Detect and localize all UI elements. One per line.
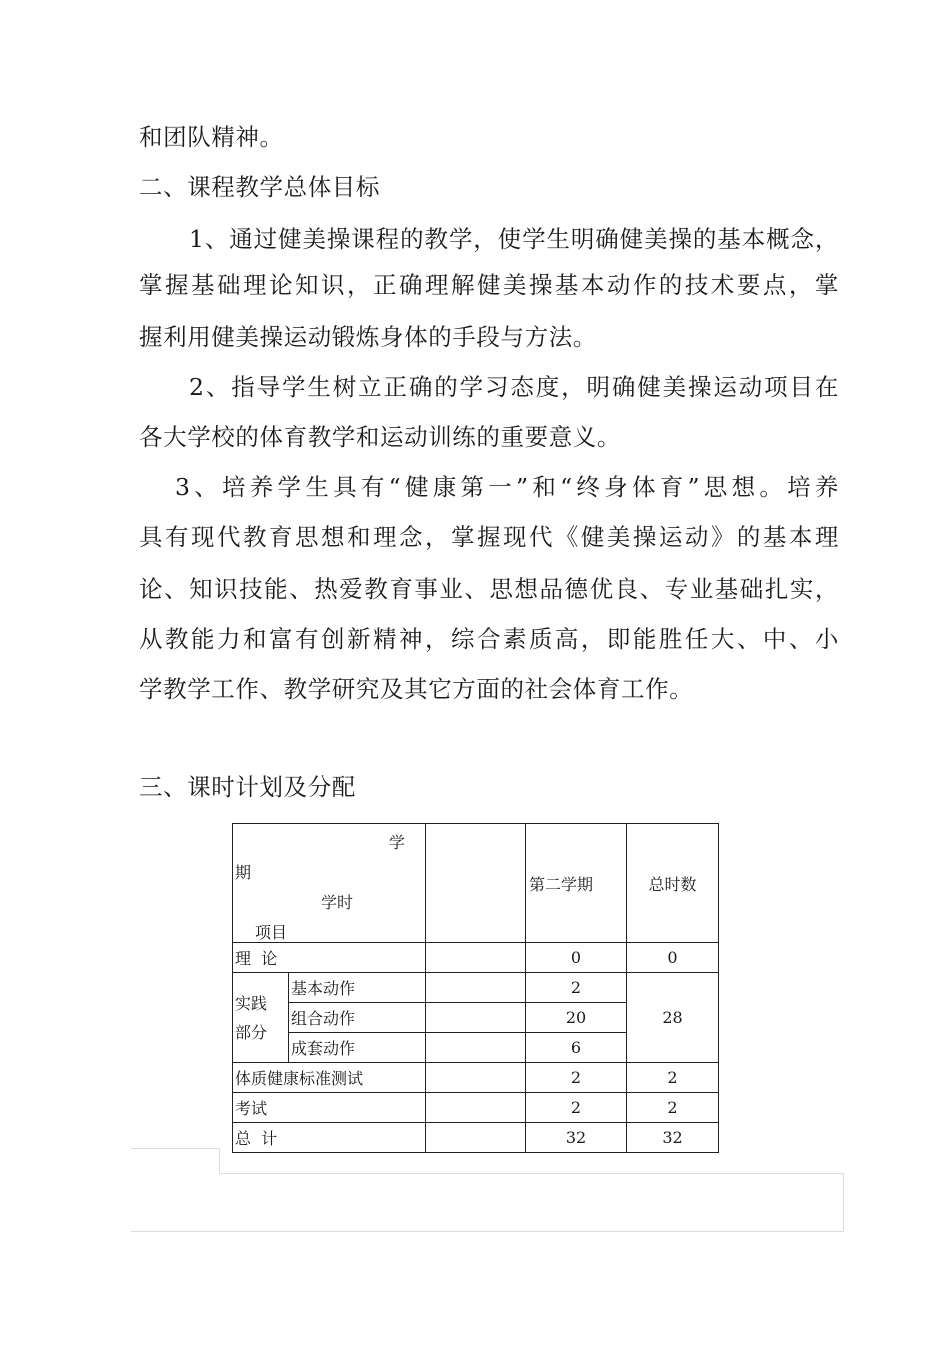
hours-allocation-table — [232, 823, 719, 1153]
cell-exam-term2: 2 — [526, 1093, 627, 1123]
goal-3-line-4: 从教能力和富有创新精神，综合素质高，即能胜任大、中、小 — [139, 625, 839, 653]
row-label-routine: 成套动作 — [289, 1033, 426, 1063]
header-total: 总时数 — [627, 824, 719, 943]
table-header-row — [233, 824, 719, 943]
goal-3-line-3: 论、知识技能、热爱教育事业、思想品德优良、专业基础扎实， — [139, 575, 839, 603]
cell-theory-total: 0 — [627, 943, 719, 973]
goal-2-line-1: 2、指导学生树立正确的学习态度，明确健美操运动项目在 — [189, 373, 839, 401]
footer-line-top-right — [219, 1173, 844, 1174]
cell-exam-total: 2 — [627, 1093, 719, 1123]
empty-cell — [426, 1033, 526, 1063]
goal-3-line-2: 具有现代教育思想和理念，掌握现代《健美操运动》的基本理 — [139, 523, 839, 551]
goal-3-line-5: 学教学工作、教学研究及其它方面的社会体育工作。 — [139, 675, 694, 703]
header-term2: 第二学期 — [526, 824, 627, 943]
header-label-xiangmu: 项目 — [255, 923, 288, 942]
empty-cell — [426, 1003, 526, 1033]
header-empty-cell — [426, 824, 526, 943]
row-label-basic: 基本动作 — [289, 973, 426, 1003]
empty-cell — [426, 973, 526, 1003]
cell-theory-term2: 0 — [526, 943, 627, 973]
table-row — [233, 943, 719, 973]
table-row — [233, 973, 719, 1003]
goal-1-line-3: 握利用健美操运动锻炼身体的手段与方法。 — [139, 323, 597, 351]
row-label-theory: 理 论 — [233, 943, 426, 973]
table-row — [233, 1063, 719, 1093]
row-label-exam: 考试 — [233, 1093, 426, 1123]
header-label-xueshi: 学时 — [321, 893, 354, 912]
paragraph-tail: 和团队精神。 — [139, 123, 284, 151]
row-label-combination: 组合动作 — [289, 1003, 426, 1033]
cell-practice-total: 28 — [627, 973, 719, 1063]
header-label-xue: 学 — [389, 833, 406, 852]
row-label-sum: 总 计 — [233, 1123, 426, 1153]
cell-fitness-total: 2 — [627, 1063, 719, 1093]
cell-sum-term2: 32 — [526, 1123, 627, 1153]
footer-line-right — [843, 1173, 844, 1231]
goal-3-line-1: 3、培养学生具有“健康第一”和“终身体育”思想。培养 — [175, 473, 839, 501]
footer-line-bottom — [131, 1231, 844, 1232]
cell-sum-total: 32 — [627, 1123, 719, 1153]
section-heading-hours: 三、课时计划及分配 — [139, 773, 356, 801]
empty-cell — [426, 1093, 526, 1123]
section-heading-goals: 二、课程教学总体目标 — [139, 173, 380, 201]
table-row — [233, 1093, 719, 1123]
cell-routine-term2: 6 — [526, 1033, 627, 1063]
empty-cell — [426, 1063, 526, 1093]
goal-1-line-2: 掌握基础理论知识，正确理解健美操基本动作的技术要点，掌 — [139, 271, 839, 299]
footer-line-top-left — [131, 1148, 219, 1149]
header-diagonal-cell — [233, 824, 426, 943]
row-group-practice: 实践 部分 — [233, 973, 289, 1063]
footer-line-step — [219, 1148, 220, 1173]
goal-1-line-1: 1、通过健美操课程的教学，使学生明确健美操的基本概念， — [189, 225, 839, 253]
cell-combination-term2: 20 — [526, 1003, 627, 1033]
empty-cell — [426, 943, 526, 973]
row-label-fitness: 体质健康标准测试 — [233, 1063, 426, 1093]
cell-fitness-term2: 2 — [526, 1063, 627, 1093]
footer-frame-lines — [131, 1148, 844, 1232]
header-label-qi: 期 — [235, 863, 252, 882]
cell-basic-term2: 2 — [526, 973, 627, 1003]
goal-2-line-2: 各大学校的体育教学和运动训练的重要意义。 — [139, 423, 621, 451]
